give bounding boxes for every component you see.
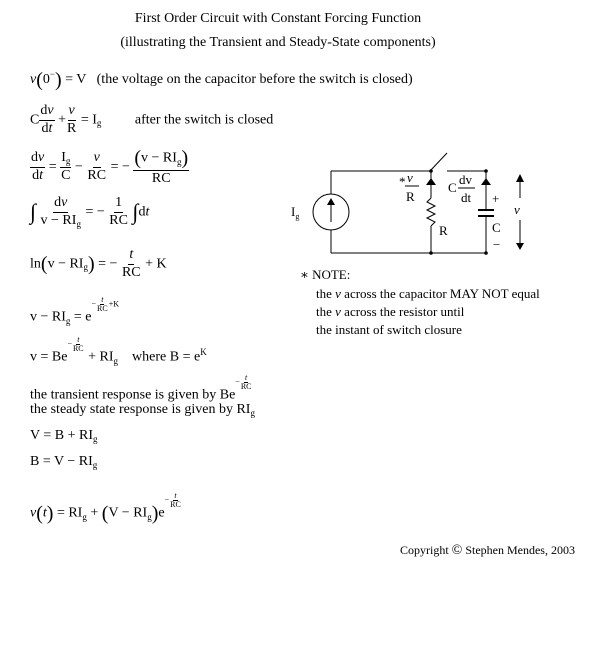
resistor-label: R	[439, 223, 448, 238]
svg-text:*: *	[399, 174, 406, 189]
copyright: Copyright © Stephen Mendes, 2003	[400, 543, 575, 558]
svg-text:+: +	[492, 191, 500, 206]
equation-integral: ∫ dv $v - RI_g$ = − $\frac{1}{RC}$ ∫dt	[30, 195, 150, 229]
equation-note: after the switch is closed	[134, 112, 274, 128]
equation-solution-b: v = Be− $\frac{t}{RC}$ + $RI_g$ where $B = e^K$	[30, 335, 207, 366]
equation-b-value: $B = V - RI_g$	[30, 454, 98, 470]
voltage-label: v	[514, 202, 520, 217]
steady-state-line: the steady state response is given by $RI_g$	[30, 402, 255, 418]
equation-note: (the voltage on the capacitor before the switch is closed)	[96, 72, 413, 88]
note-line-2: the v across the resistor until	[316, 304, 465, 319]
transient-response-line: the transient response is given by Be− $\frac{t}{RC}$	[30, 373, 252, 403]
capacitor-label: C	[492, 220, 501, 235]
equation-initial-voltage: v(0−) = V (the voltage on the capacitor before the switch is closed)	[30, 69, 413, 91]
equation-v-initial: $V = B + RI_g$	[30, 428, 98, 444]
note-heading: ∗ NOTE:	[300, 267, 351, 282]
equation-exponential: $v - RI_g = e-$ $\frac{t}{RC}$ +K	[30, 295, 119, 326]
page-title: First Order Circuit with Constant Forcing Function	[134, 11, 422, 26]
svg-text:v: v	[407, 170, 413, 185]
circuit-diagram	[285, 150, 535, 265]
note-line-1: the v across the capacitor MAY NOT equal	[316, 286, 540, 301]
resistor	[427, 198, 435, 226]
equation-final-solution: $v(t) = RI_g + (V - RI_g)e-$ $\frac{t}{RC}$	[30, 491, 181, 525]
svg-text:−: −	[493, 237, 501, 252]
svg-text:dv: dv	[459, 172, 472, 187]
svg-text:C: C	[448, 180, 457, 195]
source-label: $I_g$	[291, 204, 300, 221]
svg-text:R: R	[406, 189, 415, 204]
copyright-icon: ©	[451, 543, 463, 558]
equation-derivative: $\frac{dv}{dt}$ = $\frac{I_g}{C}$ − $\frac{v}{RC}$ = − $(v - RI_g)$ RC	[31, 147, 189, 186]
svg-text:dt: dt	[461, 190, 472, 205]
equation-kcl: C $\frac{dv}{dt}$ + $\frac{v}{R}$ = $I_g$ after the switch is closed	[30, 103, 274, 136]
switch	[430, 153, 447, 171]
page-subtitle: (illustrating the Transient and Steady-State components)	[120, 35, 436, 50]
note-line-3: the instant of switch closure	[316, 322, 462, 337]
equation-log: $\ln(v - RI_g)$ = − $\frac{t}{RC}$ + K	[30, 247, 167, 280]
